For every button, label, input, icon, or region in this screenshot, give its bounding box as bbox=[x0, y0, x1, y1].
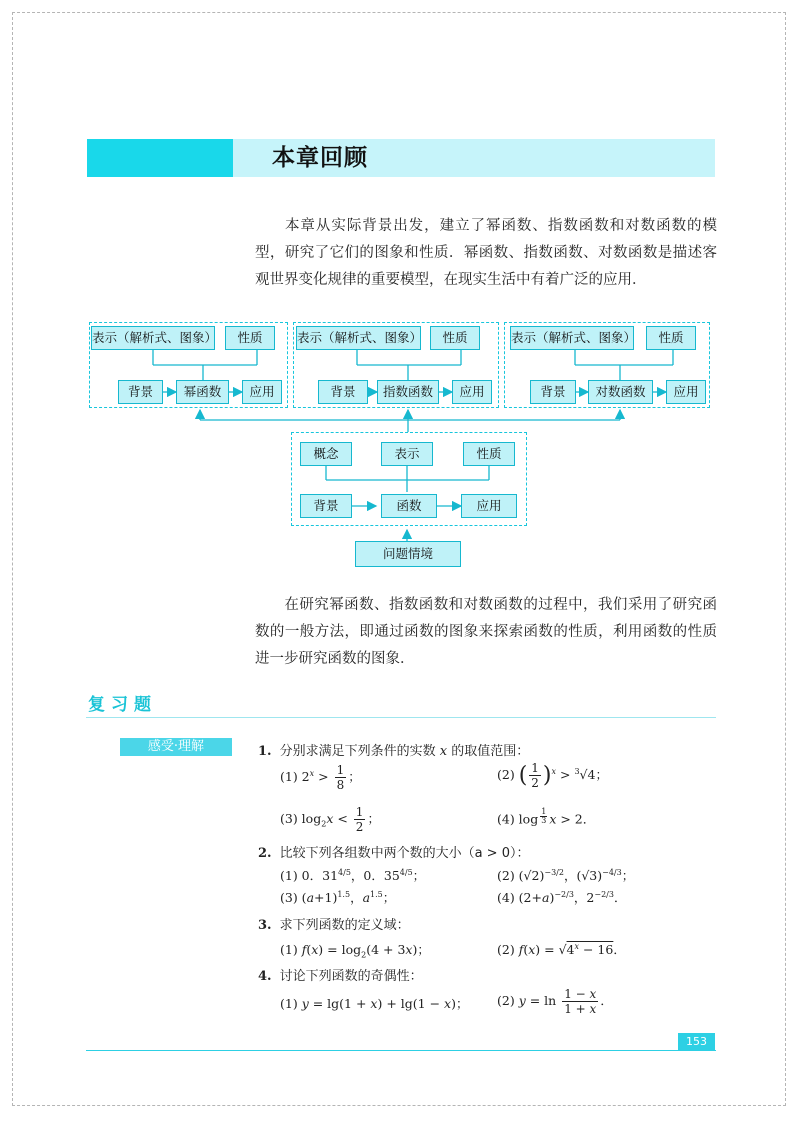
understanding-badge: 感受·理解 bbox=[120, 738, 232, 756]
question-4-text: 讨论下列函数的奇偶性： bbox=[279, 969, 423, 984]
exponential-application-box: 应用 bbox=[452, 380, 492, 404]
q1-item-3: (3) $\log_2x$ < $\frac{1}{2}$ ； bbox=[280, 805, 380, 834]
method-paragraph bbox=[255, 592, 717, 673]
method-paragraph-text: 在研究幂函数、指数函数和对数函数的过程中，我们采用了研究函数的一般方法，即通过函数的图象来探索函数的性质，利用函数的性质进一步研究函数的图象． bbox=[255, 597, 717, 667]
background-box: 背景 bbox=[300, 494, 352, 518]
power-application-box: 应用 bbox=[242, 380, 282, 404]
exponential-representation-box: 表示（解析式、图象） bbox=[296, 326, 421, 350]
question-1-number: 1. bbox=[258, 744, 272, 759]
question-3-number: 3. bbox=[258, 918, 272, 933]
representation-box: 表示 bbox=[381, 442, 433, 466]
question-4 bbox=[258, 965, 423, 984]
power-background-box: 背景 bbox=[118, 380, 163, 404]
function-box: 函数 bbox=[381, 494, 437, 518]
power-representation-box: 表示（解析式、图象） bbox=[91, 326, 215, 350]
footer-rule bbox=[86, 1050, 716, 1051]
question-1-text-before: 分别求满足下列条件的实数 bbox=[279, 744, 436, 759]
question-3 bbox=[258, 914, 410, 933]
q3-item-1: (1) $f(x) = \log_2(4 + 3x)$； bbox=[280, 942, 430, 960]
power-property-box: 性质 bbox=[225, 326, 275, 350]
q2-item-3: (3) $(a+1)^{1.5}$，$a^{1.5}$； bbox=[280, 889, 396, 905]
property-box: 性质 bbox=[463, 442, 515, 466]
question-4-number: 4. bbox=[258, 969, 272, 984]
q2-item-1: (1) 0．$31^{4/5}$，0．$35^{4/5}$； bbox=[280, 867, 426, 883]
review-heading: 复习题 bbox=[88, 695, 157, 715]
question-2-number: 2. bbox=[258, 846, 272, 861]
logarithmic-function-box: 对数函数 bbox=[588, 380, 653, 404]
question-2-text: 比较下列各组数中两个数的大小（a > 0）： bbox=[279, 846, 530, 861]
problem-situation-box: 问题情境 bbox=[355, 541, 461, 567]
power-function-box: 幂函数 bbox=[176, 380, 229, 404]
logarithmic-representation-box: 表示（解析式、图象） bbox=[510, 326, 634, 350]
exponential-property-box: 性质 bbox=[430, 326, 480, 350]
q4-item-1: (1) y = lg(1 + x) + lg(1 − x)； bbox=[280, 996, 469, 1011]
q1-item-4: (4) log $_{\frac{1}{3}}$ x > 2． bbox=[497, 807, 596, 827]
intro-paragraph-text: 本章从实际背景出发，建立了幂函数、指数函数和对数函数的模型，研究了它们的图象和性质．幂函数、指数函数、对数函数是描述客观世界变化规律的重要模型，在现实生活中有着广泛的应用． bbox=[255, 218, 717, 288]
logarithmic-property-box: 性质 bbox=[646, 326, 696, 350]
page-number: 153 bbox=[678, 1033, 715, 1050]
logarithmic-background-box: 背景 bbox=[530, 380, 576, 404]
question-3-text: 求下列函数的定义域： bbox=[279, 918, 410, 933]
chapter-title: 本章回顾 bbox=[272, 145, 368, 171]
application-box: 应用 bbox=[461, 494, 517, 518]
q3-item-2: (2) $f(x) = √4^x - 16$． bbox=[497, 941, 626, 957]
q2-item-4: (4) $(2+a)^{-2/3}$，$2^{-2/3}$． bbox=[497, 889, 627, 905]
question-1-text-after: 的取值范围： bbox=[451, 744, 530, 759]
q1-item-1: (1) $2^x$ > $\frac{1}{8}$ ； bbox=[280, 763, 361, 792]
question-2 bbox=[258, 842, 529, 861]
q4-item-2: (2) y = ln $\frac{1 - x}{1 + x}$ ． bbox=[497, 987, 613, 1016]
exponential-function-box: 指数函数 bbox=[377, 380, 439, 404]
logarithmic-application-box: 应用 bbox=[666, 380, 706, 404]
concept-box: 概念 bbox=[300, 442, 352, 466]
question-1-variable: x bbox=[439, 744, 448, 759]
q1-item-2: (2) ( $\frac{1}{2}$ )$^x$ > $^3$√4； bbox=[497, 761, 608, 790]
question-1 bbox=[258, 740, 529, 759]
q2-item-2: (2) $(√2)^{-3/2}$，$(√3)^{-4/3}$； bbox=[497, 867, 635, 883]
exponential-background-box: 背景 bbox=[318, 380, 368, 404]
review-rule bbox=[86, 717, 716, 718]
